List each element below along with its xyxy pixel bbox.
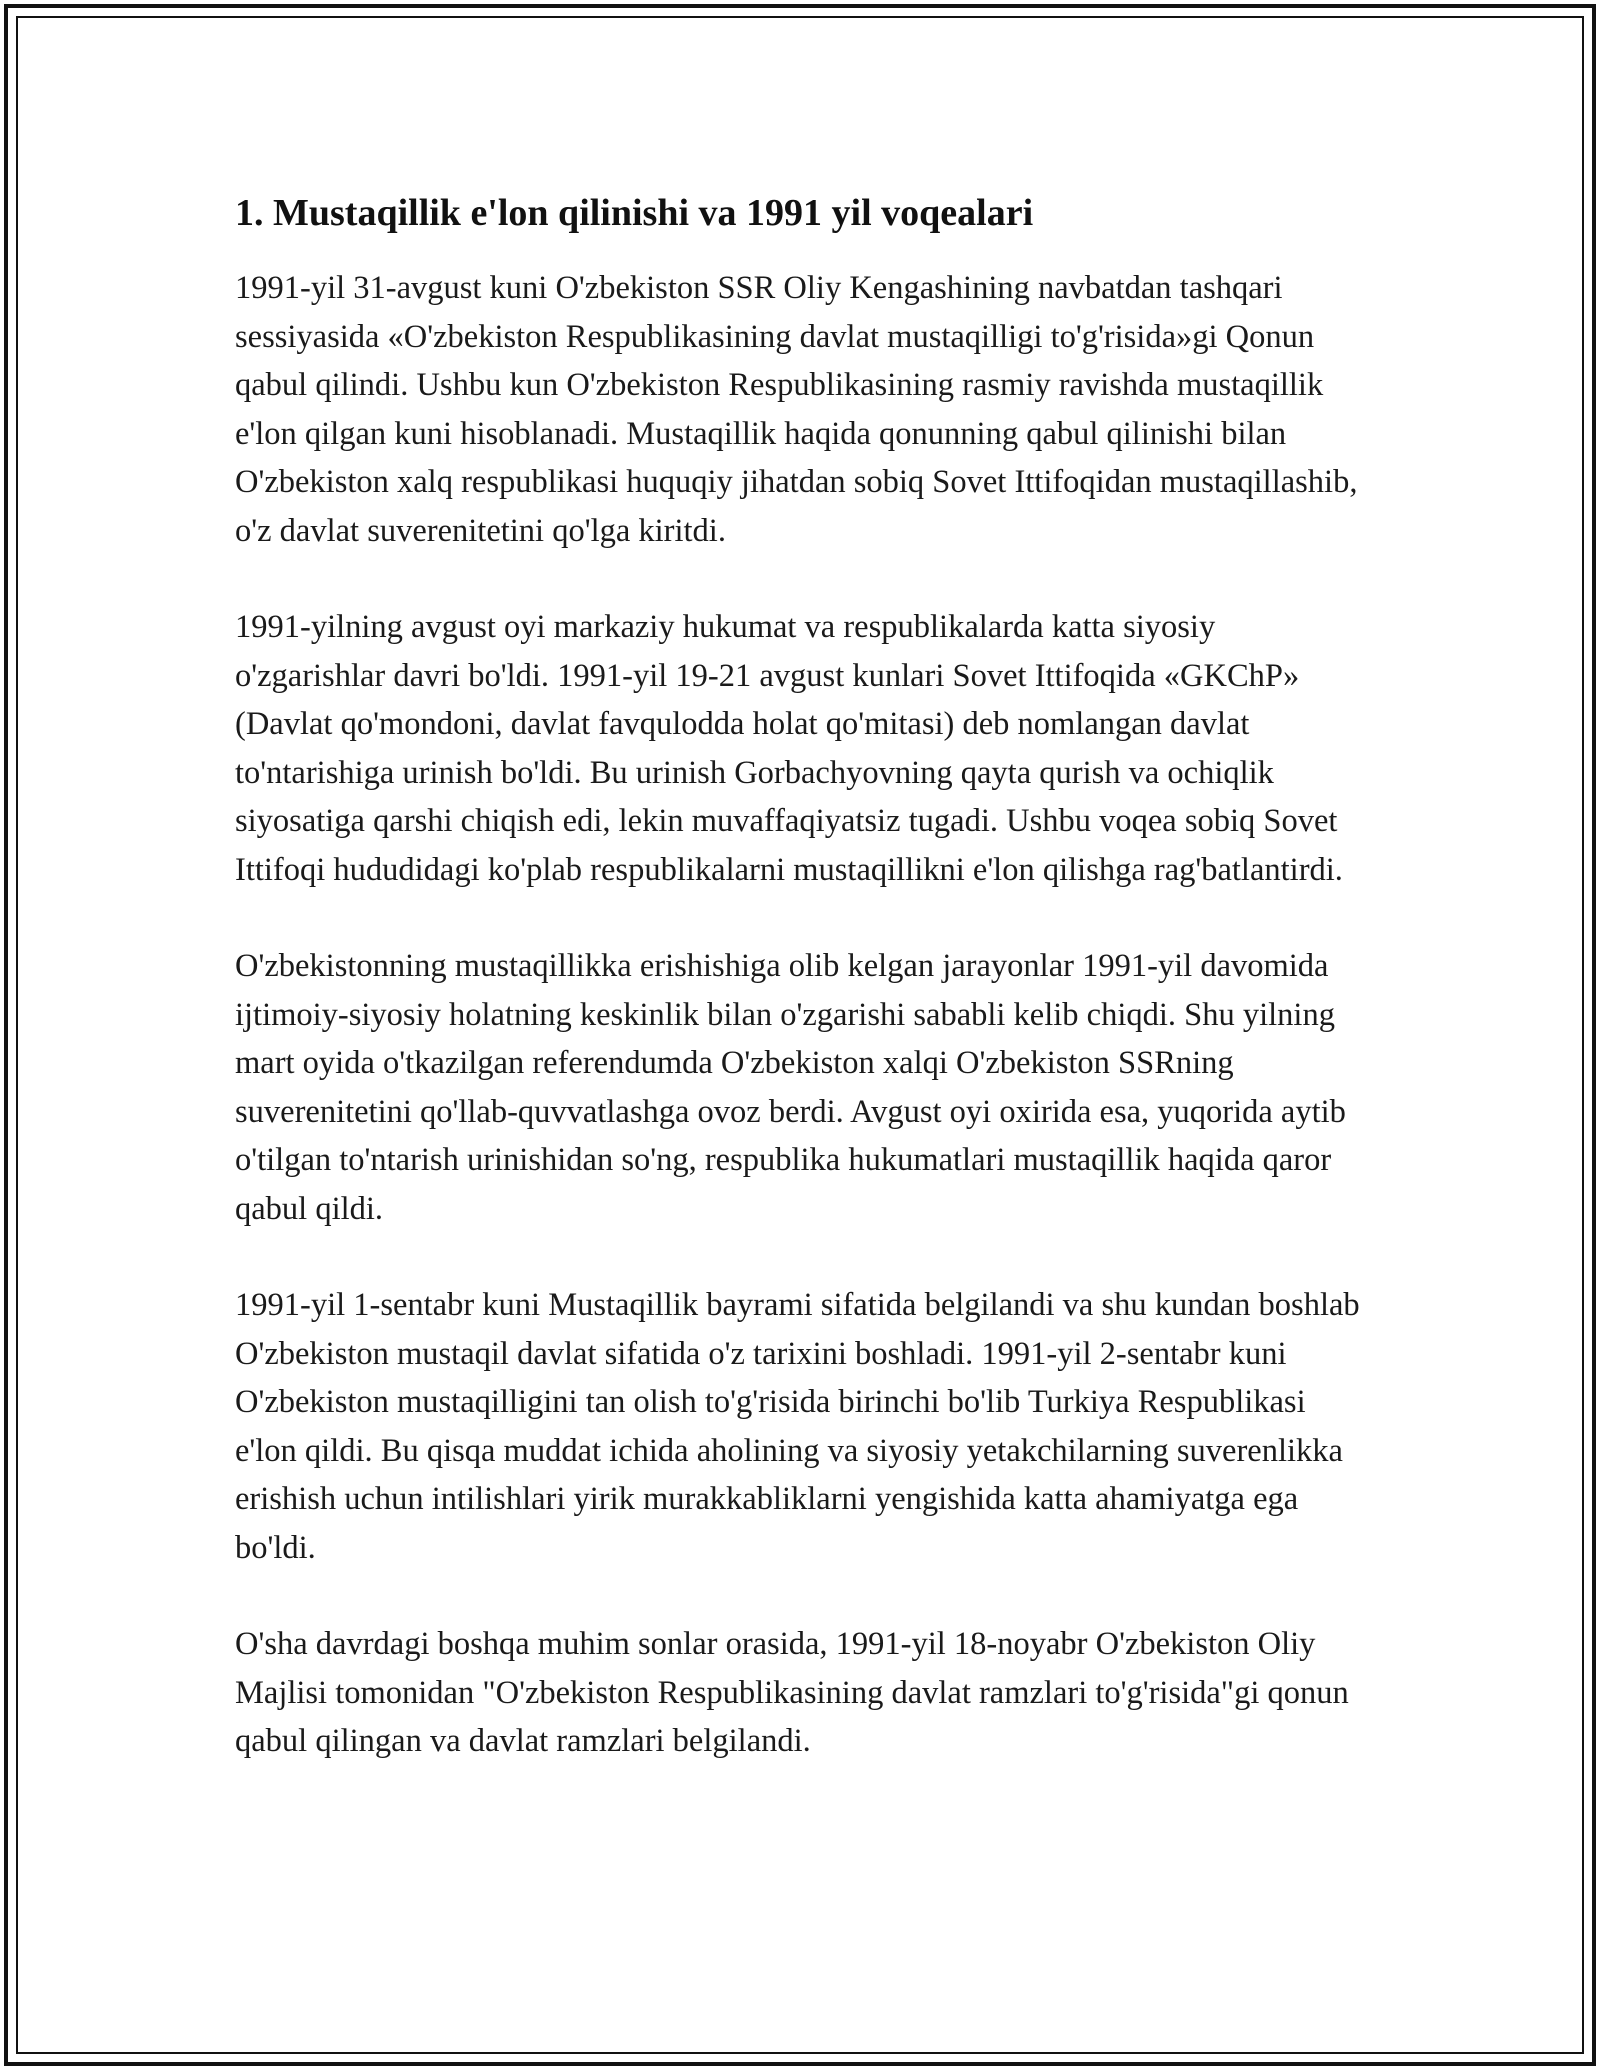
paragraph-1: 1991-yil 31-avgust kuni O'zbekiston SSR Oliy Kengashining navbatdan tashqari sessiyasida «O'zbekiston Respublikasining davlat mustaqilligi to'g'risida»gi Qonun qabul qilindi. Ushbu kun O'zbekiston Respublikasining rasmiy ravishda mustaqillik e'lon qilgan kuni hisoblanadi. Mustaqillik haqida qonunning qabul qilinishi bilan O'zbekiston xalq respublikasi huquqiy jihatdan sobiq Sovet Ittifoqidan mustaqillashib, o'z davlat suverenitetini qo'lga kiritdi.: [235, 270, 1358, 549]
section-heading: 1. Mustaqillik e'lon qilinishi va 1991 yil voqealari: [235, 192, 1034, 234]
document-body: [235, 186, 1365, 1814]
paragraph-4: 1991-yil 1-sentabr kuni Mustaqillik bayrami sifatida belgilandi va shu kundan boshlab O'zbekiston mustaqil davlat sifatida o'z tarixini boshladi. 1991-yil 2-sentabr kuni O'zbekiston mustaqilligini tan olish to'g'risida birinchi bo'lib Turkiya Respublikasi e'lon qildi. Bu qisqa muddat ichida aholining va siyosiy yetakchilarning suverenlikka erishish uchun intilishlari yirik murakkabliklarni yengishida katta ahamiyatga ega bo'ldi.: [235, 1287, 1360, 1566]
paragraph-5: O'sha davrdagi boshqa muhim sonlar orasida, 1991-yil 18-noyabr O'zbekiston Oliy Majlisi tomonidan "O'zbekiston Respublikasining davlat ramzlari to'g'risida"gi qonun qabul qilingan va davlat ramzlari belgilandi.: [235, 1626, 1349, 1759]
paragraph-2: 1991-yilning avgust oyi markaziy hukumat va respublikalarda katta siyosiy o'zgarishlar davri bo'ldi. 1991-yil 19-21 avgust kunlari Sovet Ittifoqida «GKChP» (Davlat qo'mondoni, davlat favqulodda holat qo'mitasi) deb nomlangan davlat to'ntarishiga urinish bo'ldi. Bu urinish Gorbachyovning qayta qurish va ochiqlik siyosatiga qarshi chiqish edi, lekin muvaffaqiyatsiz tugadi. Ushbu voqea sobiq Sovet Ittifoqi hududidagi ko'plab respublikalarni mustaqillikni e'lon qilishga rag'batlantirdi.: [235, 609, 1343, 888]
paragraph-3: O'zbekistonning mustaqillikka erishishiga olib kelgan jarayonlar 1991-yil davomida ijtimoiy-siyosiy holatning keskinlik bilan o'zgarishi sababli kelib chiqdi. Shu yilning mart oyida o'tkazilgan referendumda O'zbekiston xalqi O'zbekiston SSRning suverenitetini qo'llab-quvvatlashga ovoz berdi. Avgust oyi oxirida esa, yuqorida aytib o'tilgan to'ntarish urinishidan so'ng, respublika hukumatlari mustaqillik haqida qaror qabul qildi.: [235, 948, 1346, 1227]
